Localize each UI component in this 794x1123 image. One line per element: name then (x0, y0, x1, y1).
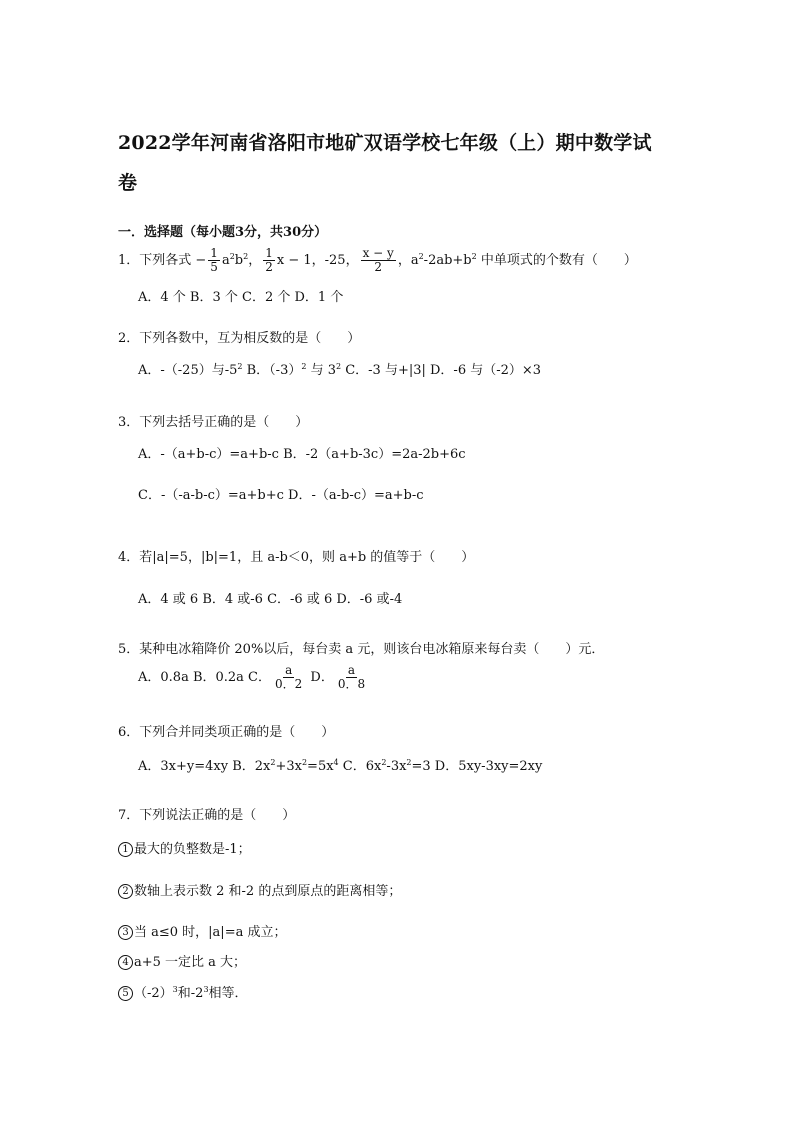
question-3-options-cd: C．-（-a-b-c）=a+b+c D．-（a-b-c）=a+b-c (138, 488, 424, 503)
page-title (118, 128, 652, 155)
question-4-options: A．4 或 6 B．4 或-6 C．-6 或 6 D．-6 或-4 (138, 592, 403, 607)
question-7-statement-1: 1 最大的负整数是-1； (118, 838, 251, 857)
fraction-x-y-2: $\frac{x - y}{2}$ (362, 246, 394, 274)
question-7-stem: 7．下列说法正确的是（ ） (118, 808, 296, 823)
question-3-options-ab: A．-（a+b-c）=a+b-c B．-2（a+b-3c）=2a-2b+6c (138, 447, 466, 462)
title-line-1: 2022学年河南省洛阳市地矿双语学校七年级（上）期中数学试 (118, 132, 652, 154)
question-7-statement-5: 5 $(-2)^3$和$-2^3$相等． (118, 982, 248, 1001)
page-title-continued (118, 168, 137, 195)
question-7-statement-4: 4 a+5 一定比 a 大； (118, 951, 246, 970)
question-2-options: A．-（-25）与$-5^2$ B．$(-3)^2$ 与 $3^2$ C．-3 与+|3| D．-6 与（-2）×3 (138, 362, 542, 378)
question-1-stem: 1．下列各式 − $\frac{1}{5}$ $a^2b^2$， $\frac{1}{2}$ x − 1，-25， $\frac{x - y}{2}$ ，$a^2-2ab+b^2$ 中单项式的个数有（ ） (118, 246, 637, 274)
circled-number: 5 (118, 986, 133, 1001)
question-5-options: A．0.8a B．0.2a C． $\frac{a}{0.2}$ D． $\frac{a}{0.8}$ (138, 663, 366, 691)
question-3-stem: 3．下列去括号正确的是（ ） (118, 415, 309, 430)
circled-number: 3 (118, 925, 133, 940)
circled-number: 1 (118, 842, 133, 857)
question-2-stem: 2．下列各数中，互为相反数的是（ ） (118, 331, 361, 346)
question-4-stem: 4．若|a|=5，|b|=1，且 a-b＜0，则 a+b 的值等于（ ） (118, 550, 475, 565)
section-heading: 一．选择题（每小题3分，共30分） (118, 225, 328, 240)
question-1-options: A．4 个 B．3 个 C．2 个 D．1 个 (138, 290, 344, 305)
question-6-options: A．3x+y=4xy B．$2x^2+3x^2=5x^4$ C．$6x^2-3x^2=3$ D．5xy-3xy=2xy (138, 758, 543, 774)
circled-number: 2 (118, 884, 133, 899)
fraction-1-2: $\frac{1}{2}$ (265, 246, 273, 274)
question-7-statement-3: 3 当 a≤0 时，|a|=a 成立； (118, 921, 286, 940)
circled-number: 4 (118, 955, 133, 970)
title-line-2: 卷 (118, 172, 138, 194)
fraction-a-0.8: $\frac{a}{0.8}$ (337, 663, 366, 691)
question-6-stem: 6．下列合并同类项正确的是（ ） (118, 725, 335, 740)
fraction-1-5: $\frac{1}{5}$ (210, 246, 218, 274)
question-5-stem: 5．某种电冰箱降价 20%以后，每台卖 a 元，则该台电冰箱原来每台卖（ ）元． (118, 642, 605, 657)
question-7-statement-2: 2 数轴上表示数 2 和-2 的点到原点的距离相等； (118, 880, 401, 899)
fraction-a-0.2: $\frac{a}{0.2}$ (275, 663, 303, 691)
